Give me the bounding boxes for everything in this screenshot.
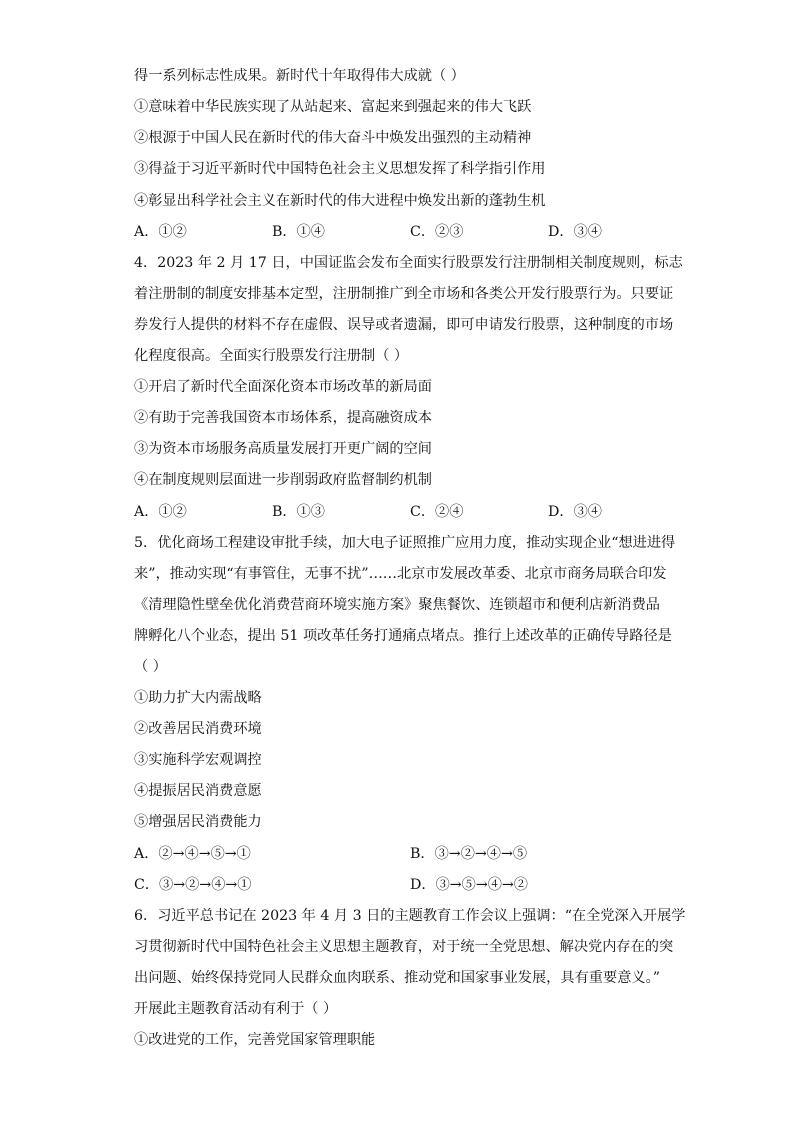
q3-option-c[interactable]: C．②③ bbox=[410, 224, 464, 240]
q3-stem-tail: 得一系列标志性成果。新时代十年取得伟大成就（ ） bbox=[134, 68, 465, 84]
q4-stem-line-4: 化程度很高。全面实行股票发行注册制（ ） bbox=[134, 348, 409, 364]
q4-item-1: ①开启了新时代全面深化资本市场改革的新局面 bbox=[134, 379, 432, 395]
q4-option-a[interactable]: A．①② bbox=[134, 504, 187, 520]
q3-item-4: ④彰显出科学社会主义在新时代的伟大进程中焕发出新的蓬勃生机 bbox=[134, 193, 546, 209]
q4-option-b[interactable]: B．①③ bbox=[272, 504, 325, 520]
q3-option-d[interactable]: D．③④ bbox=[548, 224, 602, 240]
q5-option-d[interactable]: D．③→⑤→④→② bbox=[410, 877, 528, 893]
q6-stem-line-3: 出问题、始终保持党同人民群众血肉联系、推动党和国家事业发展，具有重要意义。” bbox=[134, 970, 660, 986]
q5-option-c[interactable]: C．③→②→④→① bbox=[134, 877, 252, 893]
q4-item-4: ④在制度规则层面进一步削弱政府监督制约机制 bbox=[134, 472, 432, 488]
q5-stem-line-4: 牌孵化八个业态，提出 51 项改革任务打通痛点堵点。推行上述改革的正确传导路径是 bbox=[134, 628, 672, 644]
q5-stem-line-1: 5．优化商场工程建设审批手续，加大电子证照推广应用力度，推动实现企业“想进进得 bbox=[134, 535, 676, 551]
q3-item-3: ③得益于习近平新时代中国特色社会主义思想发挥了科学指引作用 bbox=[134, 161, 546, 177]
q5-option-b[interactable]: B．③→②→④→⑤ bbox=[410, 846, 528, 862]
q4-stem-line-3: 券发行人提供的材料不存在虚假、误导或者遗漏，即可申请发行股票，这种制度的市场 bbox=[134, 317, 674, 333]
q4-stem-line-2: 着注册制的制度安排基本定型，注册制推广到全市场和各类公开发行股票行为。只要证 bbox=[134, 286, 674, 302]
q5-stem-line-5: （ ） bbox=[134, 659, 167, 675]
q5-item-2: ②改善居民消费环境 bbox=[134, 721, 262, 737]
q5-stem-line-2: 来”，推动实现“有事管住，无事不扰”……北京市发展改革委、北京市商务局联合印发 bbox=[134, 566, 667, 582]
q5-item-4: ④提振居民消费意愿 bbox=[134, 783, 262, 799]
q5-item-1: ①助力扩大内需战略 bbox=[134, 690, 262, 706]
q6-stem-line-1: 6．习近平总书记在 2023 年 4 月 3 日的主题教育工作会议上强调：“在全党深入开展学 bbox=[134, 908, 686, 924]
q3-option-a[interactable]: A．①② bbox=[134, 224, 187, 240]
q6-item-1: ①改进党的工作，完善党国家管理职能 bbox=[134, 1032, 376, 1048]
q3-option-b[interactable]: B．①④ bbox=[272, 224, 325, 240]
q3-item-2: ②根源于中国人民在新时代的伟大奋斗中焕发出强烈的主动精神 bbox=[134, 130, 532, 146]
q5-option-a[interactable]: A．②→④→⑤→① bbox=[134, 846, 251, 862]
q5-item-5: ⑤增强居民消费能力 bbox=[134, 814, 262, 830]
q4-stem-line-1: 4．2023 年 2 月 17 日，中国证监会发布全面实行股票发行注册制相关制度规则，标志 bbox=[134, 255, 683, 271]
q4-option-c[interactable]: C．②④ bbox=[410, 504, 464, 520]
q6-stem-line-2: 习贯彻新时代中国特色社会主义思想主题教育，对于统一全党思想、解决党内存在的突 bbox=[134, 939, 674, 955]
q4-item-3: ③为资本市场服务高质量发展打开更广阔的空间 bbox=[134, 441, 432, 457]
q6-stem-line-4: 开展此主题教育活动有利于（ ） bbox=[134, 1001, 338, 1017]
q5-item-3: ③实施科学宏观调控 bbox=[134, 752, 262, 768]
q4-option-d[interactable]: D．③④ bbox=[548, 504, 602, 520]
q3-item-1: ①意味着中华民族实现了从站起来、富起来到强起来的伟大飞跃 bbox=[134, 99, 532, 115]
q5-stem-line-3: 《清理隐性壁垒优化消费营商环境实施方案》聚焦餐饮、连锁超市和便利店新消费品 bbox=[134, 597, 660, 613]
q4-item-2: ②有助于完善我国资本市场体系，提高融资成本 bbox=[134, 410, 432, 426]
